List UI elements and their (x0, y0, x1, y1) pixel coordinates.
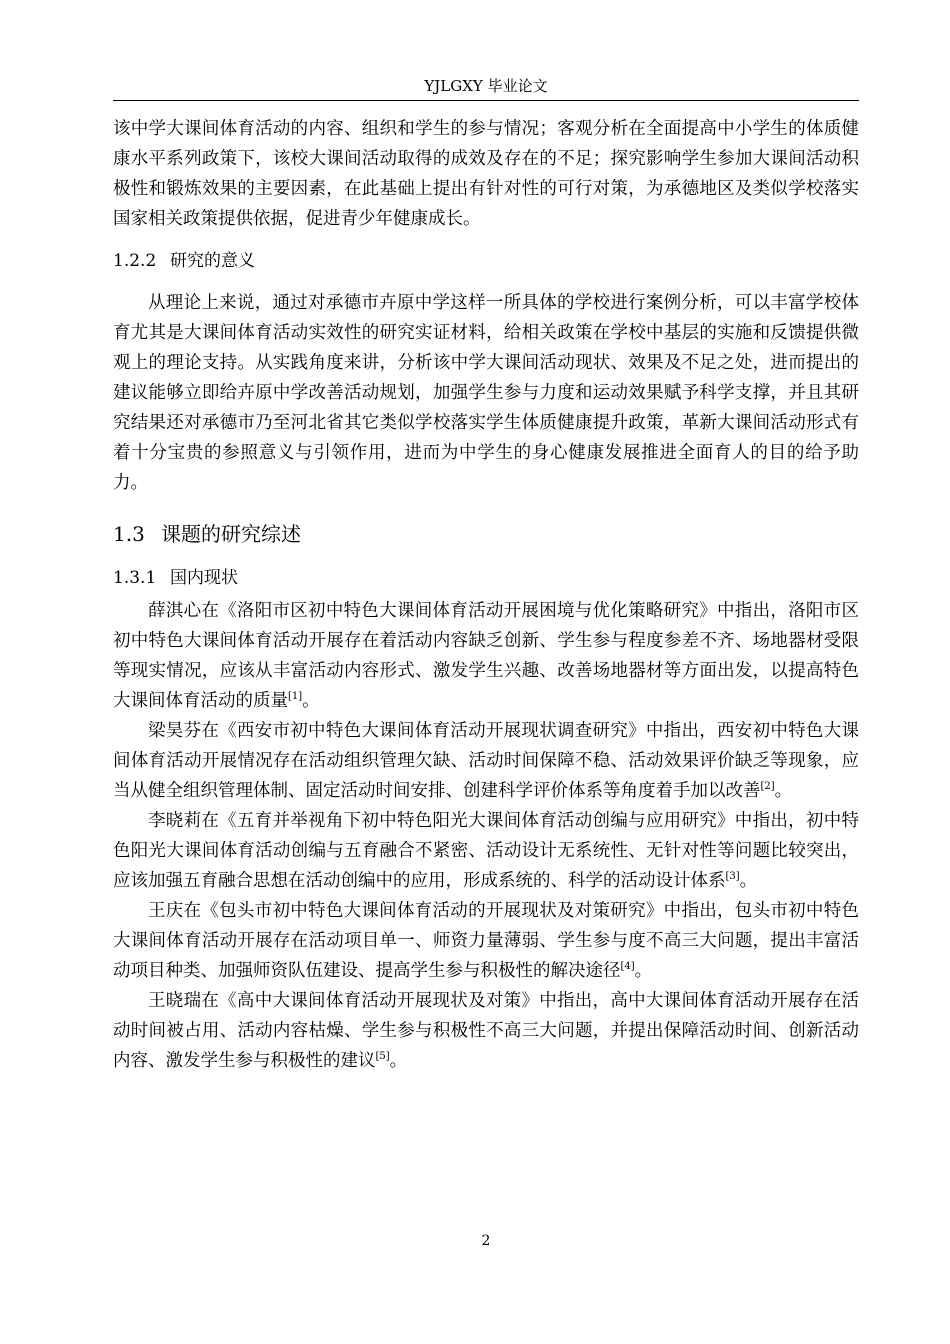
reference-end: 。 (634, 961, 653, 981)
section-heading-1-3-1 (113, 563, 859, 593)
section-number: 1.3 (113, 522, 145, 546)
paragraph-significance: 从理论上来说，通过对承德市卉原中学这样一所具体的学校进行案例分析，可以丰富学校体育尤其是大课间体育活动实效性的研究实证材料，给相关政策在学校中基层的实施和反馈提供微观上的理论支持。从实践角度来讲，分析该中学大课间活动现状、效果及不足之处，进而提出的建议能够立即给卉原中学改善活动规划，加强学生参与力度和运动效果赋予科学支撑，并且其研究结果还对承德市乃至河北省其它类似学校落实学生体质健康提升政策，革新大课间活动形式有着十分宝贵的参照意义与引领作用，进而为中学生的身心健康发展推进全面育人的目的给予助力。 (113, 293, 859, 493)
citation-marker: [5] (375, 1051, 390, 1062)
paragraph-reference (113, 986, 859, 1076)
header-rule (113, 100, 859, 101)
page-number: 2 (481, 1233, 491, 1249)
reference-end: 。 (774, 781, 793, 801)
paragraph-reference (113, 806, 859, 896)
section-heading-1-2-2 (113, 246, 859, 276)
citation-marker: [1] (288, 691, 303, 702)
paragraph-reference (113, 896, 859, 986)
reference-text: 王晓瑞在《高中大课间体育活动开展现状及对策》中指出，高中大课间体育活动开展存在活动时间被占用、活动内容枯燥、学生参与积极性不高三大问题，并提出保障活动时间、创新活动内容、激发学生参与积极性的建议 (113, 991, 859, 1071)
citation-marker: [2] (760, 781, 775, 792)
reference-end: 。 (389, 1051, 408, 1071)
paragraph-reference (113, 716, 859, 806)
reference-text: 梁昊芬在《西安市初中特色大课间体育活动开展现状调查研究》中指出，西安初中特色大课间体育活动开展情况存在活动组织管理欠缺、活动时间保障不稳、活动效果评价缺乏等现象，应当从健全组织管理体制、固定活动时间安排、创建科学评价体系等角度着手加以改善 (113, 721, 859, 801)
citation-marker: [3] (725, 871, 740, 882)
citation-marker: [4] (620, 961, 635, 972)
reference-text: 王庆在《包头市初中特色大课间体育活动的开展现状及对策研究》中指出，包头市初中特色大课间体育活动开展存在活动项目单一、师资力量薄弱、学生参与度不高三大问题，提出丰富活动项目种类、加强师资队伍建设、提高学生参与积极性的解决途径 (113, 901, 859, 981)
paragraph-reference (113, 596, 859, 716)
section-title: 课题的研究综述 (161, 522, 301, 546)
section-number: 1.3.1 (113, 568, 157, 588)
running-header: YJLGXY 毕业论文 (424, 77, 548, 95)
section-number: 1.2.2 (113, 251, 157, 271)
section-heading-1-3 (113, 519, 859, 549)
paragraph-purpose-continued: 该中学大课间体育活动的内容、组织和学生的参与情况；客观分析在全面提高中小学生的体质健康水平系列政策下，该校大课间活动取得的成效及存在的不足；探究影响学生参加大课间活动积极性和锻炼效果的主要因素，在此基础上提出有针对性的可行对策，为承德地区及类似学校落实国家相关政策提供依据，促进青少年健康成长。 (113, 119, 859, 229)
section-title: 研究的意义 (170, 251, 255, 271)
page-body (113, 114, 859, 1076)
reference-end: 。 (739, 871, 758, 891)
reference-end: 。 (302, 691, 320, 711)
reference-text: 李晓莉在《五育并举视角下初中特色阳光大课间体育活动创编与应用研究》中指出，初中特色阳光大课间体育活动创编与五育融合不紧密、活动设计无系统性、无针对性等问题比较突出，应该加强五育融合思想在活动创编中的应用，形成系统的、科学的活动设计体系 (113, 811, 859, 891)
reference-text: 薛淇心在《洛阳市区初中特色大课间体育活动开展困境与优化策略研究》中指出，洛阳市区初中特色大课间体育活动开展存在着活动内容缺乏创新、学生参与程度参差不齐、场地器材受限等现实情况，应该从丰富活动内容形式、激发学生兴趣、改善场地器材等方面出发，以提高特色大课间体育活动的质量 (113, 601, 859, 711)
section-title: 国内现状 (170, 568, 238, 588)
